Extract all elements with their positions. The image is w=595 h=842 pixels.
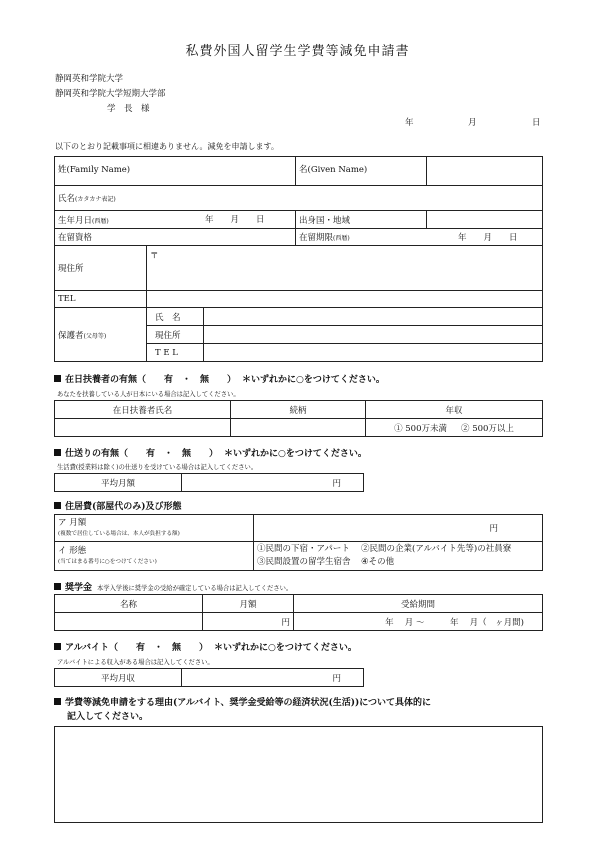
scholarship-col-amount: 月額	[203, 595, 294, 613]
section-square-icon	[54, 449, 61, 456]
reason-textbox[interactable]	[54, 726, 543, 823]
dependents-choice[interactable]: （ 有 ・ 無 ）	[137, 375, 237, 385]
housing-type-note: (当てはまる番号に○をつけてください)	[58, 558, 157, 565]
guardian-label-cell	[55, 308, 147, 362]
date-year: 年	[405, 118, 414, 128]
residence-period-note: (西暦)	[333, 235, 350, 242]
section-square-icon	[54, 375, 61, 382]
addressee-president: 学 長 様	[107, 104, 150, 114]
housing-option-3[interactable]: ③民間設置の留学生宿舎	[257, 557, 351, 567]
dependents-table	[54, 400, 543, 437]
family-name-field[interactable]	[55, 157, 296, 186]
given-name-field[interactable]	[427, 157, 543, 186]
housing-amount-unit: 円	[489, 524, 498, 534]
housing-amount-label-cell	[55, 515, 254, 542]
guardian-tel-label: T E L	[147, 344, 204, 362]
scholarship-table	[54, 594, 543, 631]
addressee-university: 静岡英和学院大学	[55, 74, 124, 84]
housing-table	[54, 514, 543, 571]
scholarship-col-name: 名称	[55, 595, 203, 613]
dependents-relation-field[interactable]	[231, 419, 366, 437]
scholarship-heading-row	[54, 580, 292, 593]
remittance-heading: 仕送りの有無	[65, 449, 120, 459]
dependents-name-field[interactable]	[55, 419, 231, 437]
address-field[interactable]	[147, 246, 543, 291]
housing-option-1[interactable]: ①民間の下宿・アパート	[257, 544, 350, 554]
kana-name-field[interactable]	[55, 186, 543, 211]
residence-status-label: 在留資格	[58, 233, 93, 243]
page-title: 私費外国人留学生学費等減免申請書	[185, 44, 410, 59]
reason-heading-line1: 学費等減免申請をする理由(アルバイト、奨学金受給等の経済状況(生活))について具体的に	[65, 698, 432, 708]
origin-field[interactable]	[427, 211, 543, 229]
dependents-col-name: 在日扶養者氏名	[55, 401, 231, 419]
remittance-note: 生活費(授業料は除く)の仕送りを受けている場合は記入してください。	[57, 464, 258, 471]
guardian-name-field[interactable]	[204, 308, 543, 326]
remittance-heading-row	[54, 446, 367, 459]
guardian-name-label: 氏 名	[147, 308, 204, 326]
dependents-col-income: 年収	[366, 401, 543, 419]
intro-text: 以下のとおり記載事項に相違ありません。減免を申請します。	[55, 142, 279, 151]
housing-option-2[interactable]: ②民間の企業(アルバイト先等)の社員寮	[361, 544, 512, 554]
remittance-unit: 円	[332, 478, 341, 489]
reason-heading-line2: 記入してください。	[67, 712, 149, 722]
addressee-junior-college: 静岡英和学院大学短期大学部	[55, 89, 166, 99]
origin-label: 出身国・地域	[296, 211, 427, 229]
section-square-icon	[54, 643, 61, 650]
residence-period-field[interactable]	[296, 229, 543, 246]
income-option-2[interactable]: ② 500万以上	[461, 423, 514, 434]
family-name-label: 姓(Family Name)	[58, 165, 131, 175]
parttime-amount-field[interactable]	[182, 669, 364, 687]
given-name-label: 名(Given Name)	[296, 157, 427, 186]
scholarship-unit: 円	[281, 617, 290, 628]
scholarship-period-units: 年 月 〜 年 月（ ヶ月間)	[385, 617, 524, 628]
birth-date-units: 年 月 日	[205, 215, 265, 225]
parttime-heading-row	[54, 640, 357, 653]
scholarship-name-field[interactable]	[55, 613, 203, 631]
housing-heading: 住居費(部屋代のみ)及び形態	[65, 502, 182, 512]
guardian-label: 保護者	[58, 330, 84, 341]
section-square-icon	[54, 583, 61, 590]
housing-type-label: イ 形態	[58, 545, 87, 556]
housing-amount-note: (複数で居住している場合は、本人が負担する額)	[58, 530, 180, 537]
tel-label: TEL	[55, 291, 147, 308]
income-option-1[interactable]: ① 500万未満	[394, 423, 447, 434]
housing-option-4[interactable]: ④その他	[361, 557, 395, 567]
housing-amount-label: ア 月額	[58, 517, 87, 528]
parttime-note: アルバイトによる収入がある場合は記入してください。	[57, 659, 214, 666]
guardian-tel-field[interactable]	[204, 344, 543, 362]
housing-amount-field[interactable]	[254, 515, 543, 542]
remittance-instruction: ＊いずれかに○をつけてください。	[224, 449, 367, 459]
dependents-income-options[interactable]	[366, 419, 543, 437]
scholarship-col-period: 受給期間	[294, 595, 543, 613]
birth-date-label: 生年月日	[58, 215, 93, 226]
reason-heading-row	[54, 696, 431, 724]
parttime-instruction: ＊いずれかに○をつけてください。	[214, 643, 357, 653]
remittance-choice[interactable]: （ 有 ・ 無 ）	[119, 449, 219, 459]
scholarship-amount-field[interactable]	[203, 613, 294, 631]
kana-name-note: (カタカナ表記)	[75, 196, 116, 203]
tel-field[interactable]	[147, 291, 543, 308]
section-square-icon	[54, 502, 61, 509]
remittance-amount-field[interactable]	[182, 474, 364, 492]
scholarship-heading: 奨学金	[65, 583, 93, 593]
housing-heading-row	[54, 499, 182, 512]
remittance-table	[54, 473, 364, 492]
parttime-choice[interactable]: （ 有 ・ 無 ）	[109, 643, 209, 653]
dependents-col-relation: 続柄	[231, 401, 366, 419]
parttime-table	[54, 668, 364, 687]
remittance-avg-label: 平均月額	[55, 474, 182, 492]
guardian-note: (父母等)	[83, 332, 107, 340]
birth-date-note: (西暦)	[92, 217, 109, 225]
personal-info-table	[54, 156, 543, 362]
date-day: 日	[532, 118, 541, 128]
parttime-unit: 円	[332, 673, 341, 684]
residence-period-label: 在留期限	[299, 233, 334, 243]
residence-period-units: 年 月 日	[458, 233, 518, 243]
kana-name-label: 氏名	[58, 194, 76, 204]
dependents-instruction: ＊いずれかに○をつけてください。	[242, 375, 385, 385]
guardian-address-label: 現住所	[147, 326, 204, 344]
postal-mark: 〒	[150, 251, 159, 261]
parttime-heading: アルバイト	[65, 643, 110, 653]
guardian-address-field[interactable]	[204, 326, 543, 344]
address-label: 現住所	[55, 246, 147, 291]
section-square-icon	[54, 698, 61, 705]
dependents-heading-row	[54, 372, 385, 385]
scholarship-note: 本学入学後に奨学金の受給が確定している場合は記入してください。	[97, 585, 293, 592]
birth-date-field[interactable]	[55, 211, 296, 229]
housing-type-label-cell	[55, 542, 254, 571]
housing-type-options[interactable]	[254, 542, 543, 571]
parttime-avg-label: 平均月収	[55, 669, 182, 687]
dependents-note: あなたを扶養している人が日本にいる場合は記入してください。	[57, 391, 240, 398]
residence-status-field[interactable]	[55, 229, 296, 246]
scholarship-period-field[interactable]	[294, 613, 543, 631]
date-month: 月	[468, 118, 477, 128]
dependents-heading: 在日扶養者の有無	[65, 375, 138, 385]
